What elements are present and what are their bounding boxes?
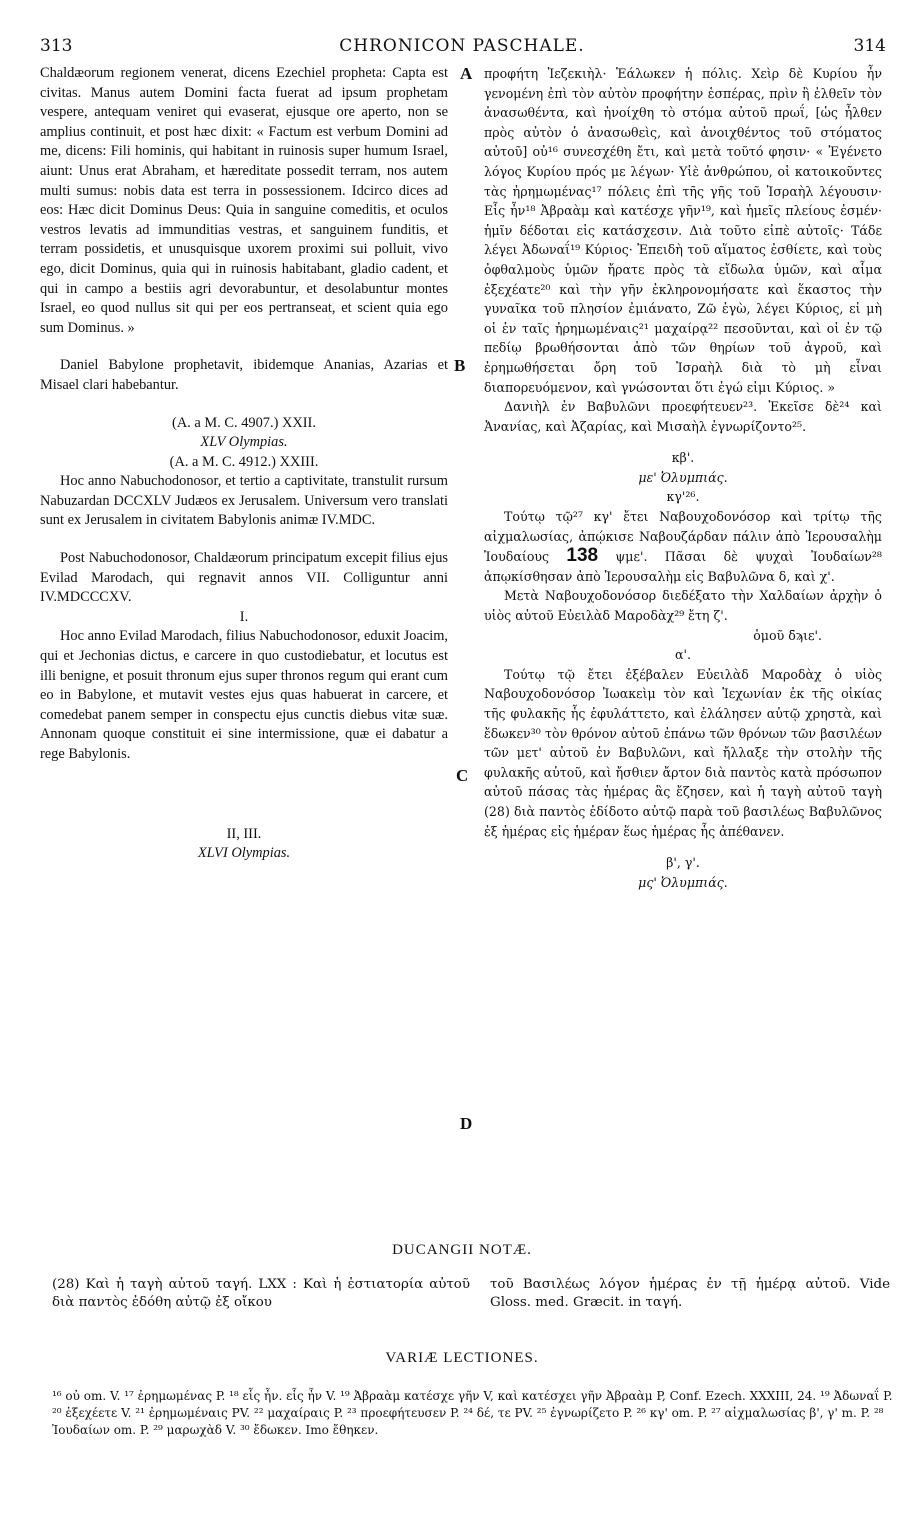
variae-lectiones-text: ¹⁶ οὐ om. V. ¹⁷ ἐρημωμένας P. ¹⁸ εἷς ἦν. εἷς ἦν V. ¹⁹ Ἀβραὰμ κατέσχε γῆν V, καὶ κατέσχει γῆν Ἀβραὰμ P, Conf. Ezech. XXXIII, 24. ¹⁹ Ἀδωναΐ P. ²⁰ ἐξεχέετε V. ²¹ ἐρημωμέναις PV. ²² μαχαίραις P. ²³ προεφήτευσεν P. ²⁴ δέ, τε PV. ²⁵ ἐγνωρίζετο P. ²⁶ κγ' om. P. ²⁷ αἰχμαλωσίας β', γ' m. P. ²⁸ Ἰουδαίων om. P. ²⁹ μαρωχὰδ V. ³⁰ ἔδωκεν. Imo ἔθηκεν. bbox=[52, 1389, 893, 1437]
latin-paragraph-5: Hoc anno Evilad Marodach, filius Nabuchodonosor, eduxit Joacim, qui et Jechonias dictus, e carcere in quo custodiebatur, et locutus est illi benigne, et posuit thronum ejus super thronos regum qui erant cum eo in Babylone, et mutavit vestes ejus quas habuerat in carcere, et comedebat panem semper in conspectu ejus cunctis diebus vitæ suæ. Annonam quoque constituit ei sine intermissione, quæ ei dabatur a rege Babylonis. bbox=[40, 628, 448, 762]
latin-paragraph-3: Hoc anno Nabuchodonosor, et tertio a captivitate, transtulit rursum Nabuzardan DCCXLV Judæos ex Jerusalem. Universum vero translati sunt ex Jerusalem in civitatem Babylonis animæ IV.MDC. bbox=[40, 473, 448, 529]
greek-paragraph-5: Τούτῳ τῷ ἔτει ἐξέβαλεν Εὐειλὰδ Μαροδὰχ ὁ υἱὸς Ναβουχοδονόσορ Ἰωακεὶμ τὸν καὶ Ἰεχωνίαν ἐκ τῆς οἰκίας τῆς φυλακῆς ἧς ἐφυλάττετο, καὶ ἐλάλησεν αὐτῷ χρηστὰ, καὶ ἔδωκεν³⁰ τὸν θρόνον αὐτοῦ ἐπάνω τῶν θρόνων τῶν βασιλέων τῶν μετ' αὐτοῦ ἐν Βαβυλῶνι, καὶ ἤλλαξε τὴν στολὴν τῆς φυλακῆς αὐτοῦ, καὶ ἤσθιεν ἄρτον διὰ παντὸς κατὰ πρόσωπον αὐτοῦ πάσας τὰς ἡμέρας ἃς ἔζησεν, καὶ ἡ ταγὴ αὐτοῦ ταγὴ (28) διὰ παντὸς ἐδίδοτο αὐτῷ παρὰ τοῦ βασιλέως Βαβυλῶνος ἐξ ἡμέρας εἰς ἡμέραν ἕως ἡμέρας ἧς ἀπέθανεν. bbox=[484, 666, 882, 839]
page-header bbox=[0, 36, 924, 66]
greek-paragraph-2: Δανιὴλ ἐν Βαβυλῶνι προεφήτευεν²³. Ἐκεῖσε δὲ²⁴ καὶ Ἀνανίας, καὶ Ἀζαρίας, καὶ Μισαὴλ ἐγνωρίζοντο²⁵. bbox=[484, 399, 882, 434]
latin-column bbox=[40, 64, 448, 864]
ducange-note-right: τοῦ Βασιλέως λόγον ἡμέρας ἐν τῇ ἡμέρᾳ αὐτοῦ. Vide Gloss. med. Græcit. in ταγή. bbox=[490, 1277, 890, 1310]
latin-year-heading-4: II, III. bbox=[226, 825, 262, 842]
page-number-left: 313 bbox=[40, 36, 73, 56]
ducange-notes-title: DUCANGII NOTÆ. bbox=[392, 1242, 532, 1258]
latin-year-heading-2: (A. a M. C. 4912.) XXIII. bbox=[169, 453, 319, 470]
margin-letter-a: A bbox=[460, 64, 473, 83]
latin-year-heading-1: (A. a M. C. 4907.) XXII. bbox=[172, 414, 316, 431]
latin-paragraph-4: Post Nabuchodonosor, Chaldæorum principatum excepit filius ejus Evilad Marodach, qui regnavit annos VII. Colliguntur anni IV.MDCCCXV. bbox=[40, 550, 448, 606]
margin-letter-c: C bbox=[456, 766, 469, 785]
ducange-note-left: (28) Καὶ ἡ ταγὴ αὐτοῦ ταγή. LXX : Καὶ ἡ ἑστιατορία αὐτοῦ διὰ παντὸς ἐδόθη αὐτῷ ἐξ οἴκου bbox=[52, 1277, 470, 1310]
greek-year-heading-2: κγ'²⁶. bbox=[666, 489, 700, 505]
greek-column bbox=[484, 64, 882, 892]
margin-letter-d: D bbox=[460, 1114, 473, 1133]
margin-letter-b: B bbox=[454, 356, 466, 375]
greek-paragraph-4: Μετὰ Ναβουχοδονόσορ διεδέξατο τὴν Χαλδαίων ἀρχὴν ὁ υἱὸς αὐτοῦ Εὐειλὰδ Μαροδὰχ²⁹ ἔτη ζ'. bbox=[484, 588, 882, 624]
greek-olympiad-heading-2: μς' Ὀλυμπιάς. bbox=[638, 874, 728, 890]
running-title: CHRONICON PASCHALE. bbox=[339, 36, 585, 56]
greek-year-heading-4: β', γ'. bbox=[666, 855, 700, 871]
greek-paragraph-3a: Τούτῳ τῷ²⁷ κγ' ἔτει Ναβουχοδονόσορ καὶ τρίτῳ τῆς αἰχμαλωσίας, ἀπῴκισε Ναβουζάρδαν πάλιν ἀπὸ Ἱερουσαλὴμ Ἰουδαίους bbox=[484, 509, 882, 565]
latin-paragraph-2: Daniel Babylone prophetavit, ibidemque Ananias, Azarias et Misael clari habebantur. bbox=[40, 357, 448, 393]
greek-olympiad-heading-1: με' Ὀλυμπιάς. bbox=[638, 469, 728, 485]
greek-sum-line: ὁμοῦ δ̄ϡιε'. bbox=[753, 627, 822, 643]
variae-lectiones-title: VARIÆ LECTIONES. bbox=[385, 1350, 539, 1366]
latin-olympiad-heading-2: XLVI Olympias. bbox=[197, 845, 291, 862]
greek-paragraph-1: προφήτη Ἰεζεκιὴλ· Ἑάλωκεν ἡ πόλις. Χεὶρ δὲ Κυρίου ἦν γενομένη ἐπὶ τὸν αὐτὸν προφήτην ἑσπέρας, πρὶν ἢ ἐλθεῖν τὸν ἀνασωθέντα, καὶ ἠνοίχθη τὸ στόμα αὐτοῦ πρωΐ, [ὡς ἦλθεν πρὸς αὐτὸν ὁ ἀνασωθεὶς, καὶ ἀνοιχθέντος τοῦ στόματος αὐτοῦ] οὐ¹⁶ συνεσχέθη ἔτι, καὶ μετὰ τοῦτό φησιν· « Ἐγένετο λόγος Κυρίου πρός με λέγων· Υἱὲ ἀνθρώπου, οἱ κατοικοῦντες τὰς ἠρημωμένας¹⁷ πόλεις ἐπὶ τῆς γῆς τοῦ Ἰσραὴλ λέγουσιν· Εἷς ἦν¹⁸ Ἀβραὰμ καὶ κατέσχε γῆν¹⁹, καὶ ἡμεῖς πλείους ἐσμέν· ἡμῖν δέδοται εἰς κατάσχεσιν. Διὰ τοῦτο εἰπὲ αὐτοῖς· Τάδε λέγει Ἀδωναΐ¹⁹ Κύριος· Ἐπειδὴ τοῦ αἵματος ἐσθίετε, καὶ τοὺς ὀφθαλμοὺς ὑμῶν ἤρατε πρὸς τὰ εἴδωλα ὑμῶν, καὶ αἷμα ἐξεχέατε²⁰ καὶ τὴν γῆν ἐκληρονομήσατε καὶ ἕκαστος τὴν γυναῖκα τοῦ πλησίον ἐμιάνατο, Ζῶ ἐγὼ, λέγει Κύριος, εἰ μὴ οἱ ἐν ταῖς ἠρημωμέναις²¹ μαχαίρᾳ²² πεσοῦνται, καὶ οἱ ἐν τῷ πεδίῳ βρωθήσονται ἀπὸ τῶν θηρίων τοῦ ἀγροῦ, καὶ ἐρημωθήσεται ὄρη τοῦ Ἰσραὴλ διὰ τὸ μὴ εἶναι διαπορευόμενον, καὶ γνώσονται ὅτι ἐγώ εἰμι Κύριος. » bbox=[484, 66, 882, 395]
latin-olympiad-heading-1: XLV Olympias. bbox=[200, 434, 288, 451]
greek-paragraph-3b: ψμε'. Πᾶσαι δὲ ψυχαὶ Ἰουδαίων²⁸ ἀπῳκίσθησαν ἀπὸ Ἱερουσαλὴμ εἰς Βαβυλῶνα δ, καὶ χ'. bbox=[484, 549, 882, 584]
page-number-right: 314 bbox=[853, 36, 886, 56]
greek-paragraph-3 bbox=[484, 507, 882, 586]
edition-page-number: 138 bbox=[566, 545, 599, 567]
greek-year-heading-1: κβ'. bbox=[671, 450, 695, 466]
latin-paragraph-1: Chaldæorum regionem venerat, dicens Ezechiel propheta: Capta est civitas. Manus autem Domini facta fuerat ad ipsum prophetam vespere, antequam veniret qui evaserat, ejusque ore aperto, non se amplius continuit, et post hæc dixit: « Factum est verbum Domini ad me, dicens: Fili hominis, qui habitant in ruinosis super humum Israel, aiunt: Unus erat Abraham, et hæreditate possedit terram, nos autem multi sumus: nobis data est terra in possessionem. Idcirco dices ad eos: Hæc dicit Dominus Deus: Quia in sanguine comeditis, et oculos vestros levatis ad immunditias vestras, et sanguinem funditis, et terram possidetis, et unusquisque uxorem proximi sui polluit, vivo ego, dicit Dominus, quia qui in ruinosis habitabant, gladio cadent, et qui in campo a bestiis agri devorabuntur, et desolabuntur montes Israel, eo quod nullus sit qui per eos pertranseat, et scient quia ego sum Dominus. » bbox=[40, 65, 448, 336]
latin-year-heading-3: I. bbox=[239, 608, 249, 625]
greek-year-heading-3: α'. bbox=[675, 647, 691, 663]
